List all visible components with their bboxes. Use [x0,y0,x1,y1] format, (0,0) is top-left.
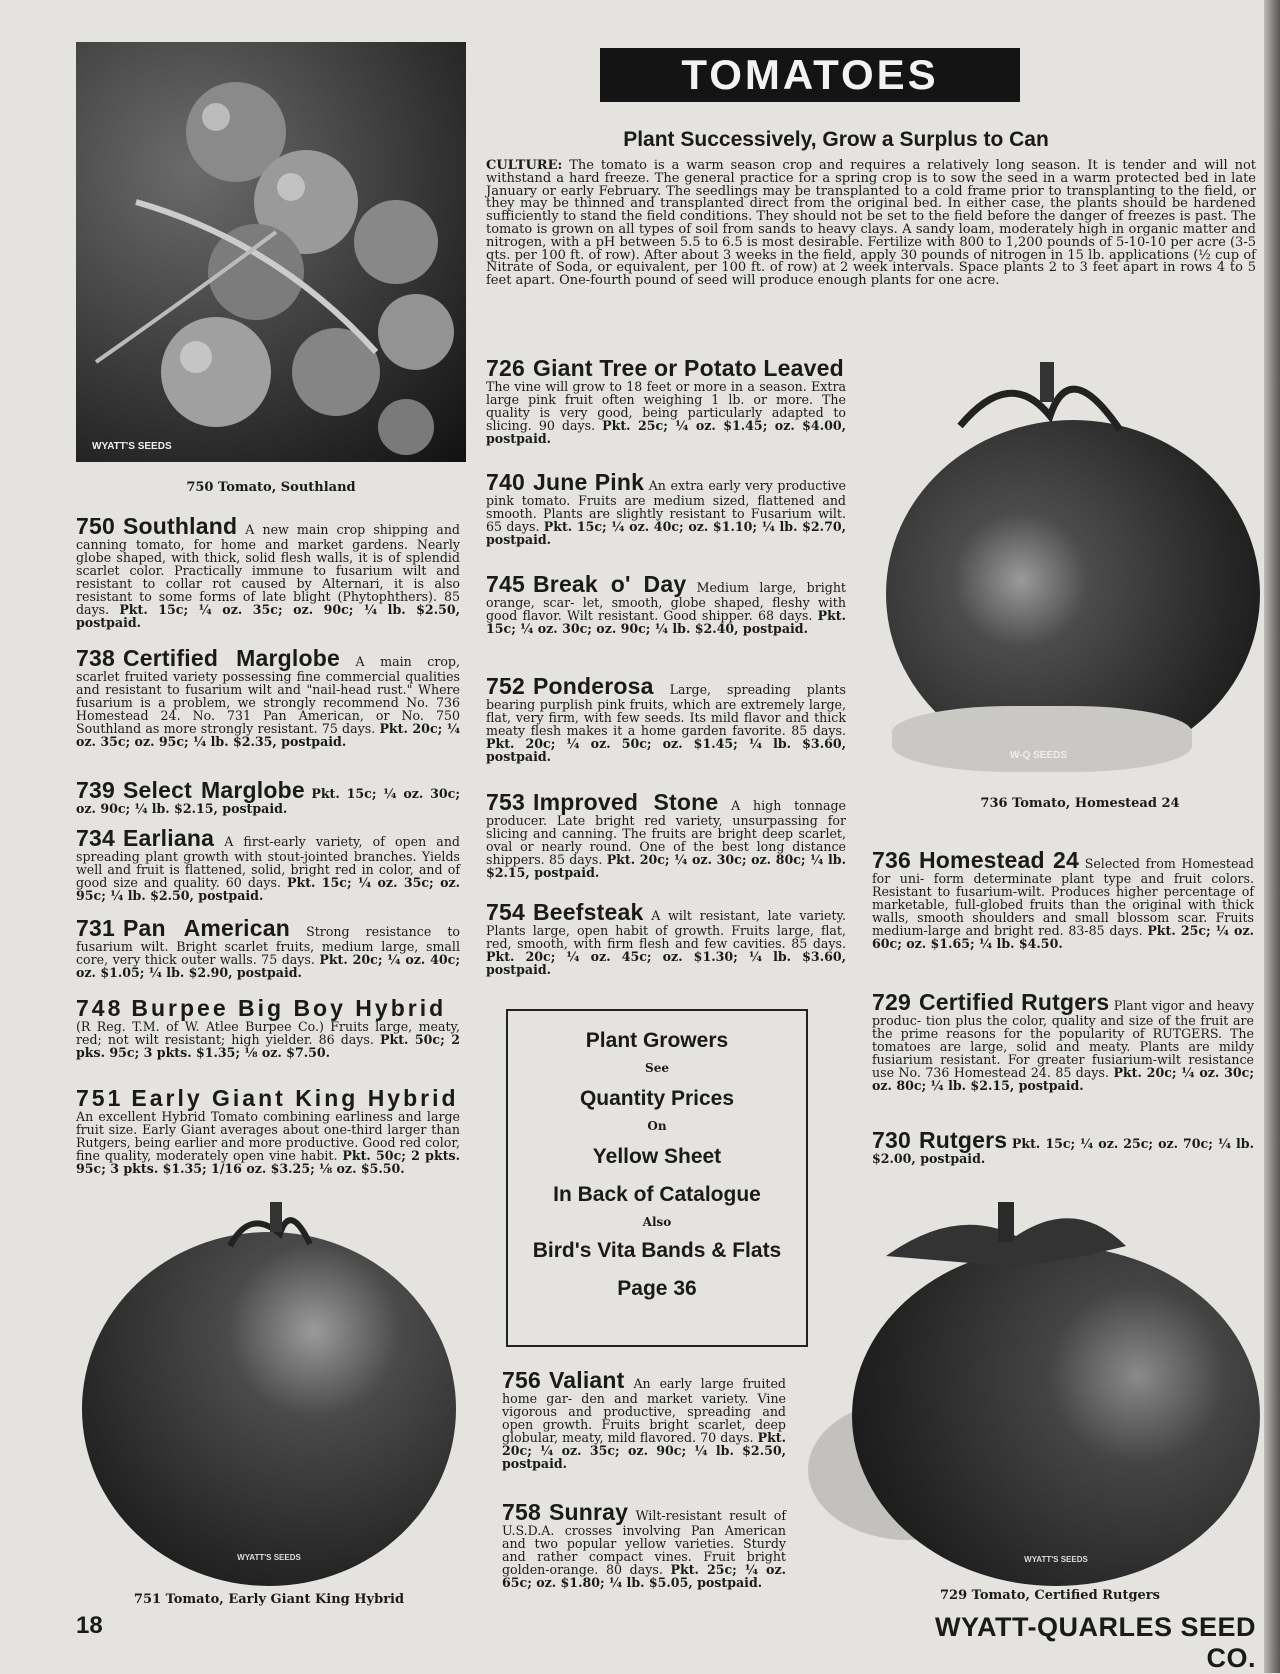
item-number: 734 [76,825,115,851]
item-price: Pkt. 50c; 2 pkts. 95c; 3 pkts. $1.35; 1/16 oz. $3.25; ⅛ oz. $5.50. [76,1148,460,1176]
item-name: Burpee Big Boy Hybrid [131,995,447,1021]
item-text: open habit of growth. Fruits large, flat, red, smooth, with firm flesh and few cavities. 85 days. [486,923,846,951]
entry-731 [76,916,460,979]
homestead-shadow [892,706,1192,772]
item-price: lb. $2.15, postpaid. [151,801,288,816]
entry-738 [76,646,460,748]
entry-753 [486,790,846,879]
item-name: Southland [122,513,238,539]
entry-739 [76,778,460,815]
item-name: Homestead 24 [918,847,1080,873]
item-lead: An early large fruited home gar- [502,1376,786,1406]
item-name: Early Giant King Hybrid [131,1085,459,1111]
item-name: Pan American [122,915,291,941]
item-number: 752 [486,673,525,699]
entry-756 [502,1368,786,1470]
item-number: 738 [76,645,115,671]
page-title: TOMATOES [681,51,939,98]
southland-photo [76,42,466,462]
item-lead: Selected from Homestead for uni- [872,856,1254,886]
culture-text: The tomato is a warm season crop and requires a relatively long season. It is tender and will not withstand a hard freeze. The general practice for a spring crop is to sow the seed in a warm protected bed in late January or early February. The seedlings may be transplanted to a cold frame prior to transplanting to the field, or they may be thinned and transplanted direct from the original bed. In either case, the plants should be hardened sufficiently to stand the field conditions. They should not be set to the field before the danger of freezes is past. The tomato is grown on all types of soil from sands to heavy clays. A sandy loam, moderately high in organic matter and nitrogen, with a pH between 5.5 to 6.5 is most desirable. Fertilize with 800 to 1,200 pounds of 5-10-10 per acre (3-5 qts. per 100 ft. of row). After about 3 weeks in the field, apply 30 pounds of nitrogen in 15 lb. applications (½ cup of Nitrate of Soda, or equivalent, per 100 ft. of row) at 2 week intervals. Space plants 2 to 3 feet apart in rows 4 to 5 feet apart. One-fourth pound of seed will produce enough plants for one acre. [486,158,1256,289]
promo-line-5: Yellow Sheet [592,1145,722,1168]
item-price: Pkt. 20c; ¼ oz. 35c; oz. 95c; ¼ lb. $2.35, postpaid. [76,721,460,749]
caption-rutgers: 729 Tomato, Certified Rutgers [940,1588,1160,1603]
item-price: Pkt. 15c; ¼ oz. 35c; oz. 90c; ¼ lb. $2.50, postpaid. [76,602,460,630]
entry-730 [872,1128,1254,1165]
item-price: Pkt. 50c; 2 pks. 95c; 3 pkts. $1.35; ⅛ oz. $7.50. [76,1032,461,1060]
item-price: Pkt. 25c; ¼ oz. 60c; oz. $1.65; ¼ lb. $4.50. [872,923,1254,951]
item-lead: Wilt-resistant result of U.S.D.A. [502,1508,786,1538]
item-name: Break o' Day [532,571,687,597]
item-price: Pkt. 20c; ¼ oz. 50c; oz. $1.45; ¼ lb. $3.60, postpaid. [486,736,846,764]
company-name: WYATT-QUARLES SEED CO. [934,1612,1256,1673]
item-lead: Pkt. 15c; ¼ oz. 30c; oz. 90c; ¼ [76,786,460,816]
promo-line-1: Plant Growers [585,1029,729,1052]
item-text: with stout-jointed branches. Yields well and fruit is flattened, solid, bright red in color, and of good size and quality. 60 days. [76,849,460,890]
item-lead: An extra early very productive pink tomato. [486,478,846,508]
item-lead: Pkt. 15c; ¼ oz. 25c; oz. 70c; ¼ lb. $2.00, postpaid. [872,1136,1254,1166]
item-text: The vine will grow to 18 feet or more in a season. Extra large pink fruit often weighing 1 lb. or more. The quality is very good, being particularly adapted to slicing. 90 days. [486,379,846,433]
item-number: 754 [486,899,525,925]
item-number: 731 [76,915,115,941]
photo-stamp: WYATT'S SEEDS [92,441,172,452]
entry-758 [502,1500,786,1589]
entry-750 [76,514,460,629]
entry-751 [76,1086,460,1175]
item-name: Certified Rutgers [918,989,1110,1015]
item-price: Pkt. 20c; ¼ oz. 40c; oz. $1.05; ¼ lb. $2.90, postpaid. [76,952,460,980]
item-name: Certified Marglobe [122,645,341,671]
item-price: Pkt. 15c; ¼ oz. 40c; oz. $1.10; ¼ lb. $2.70, postpaid. [486,519,846,547]
caption-southland: 750 Tomato, Southland [186,480,356,495]
item-text: An excellent Hybrid Tomato combining earliness and large fruit size. Early Giant averages about one-third larger than Rutgers, being earlier and more productive. Good red color, fine quality, moderately open vine habit. [76,1109,460,1163]
item-name: Sunray [548,1499,629,1525]
item-number: 751 [76,1085,124,1111]
entry-748 [76,996,460,1059]
item-lead: A main crop, scarlet fruited [76,654,460,684]
item-text: tion plus the color, quality and size of the fruit are the prime reasons for the popularity of RUTGERS. The tomatoes are large, solid and meaty. Plants are mildy fusiarium resistant. For greater fusiarium-wilt resistance use No. 736 Homestead 24. 85 days. [872,1013,1254,1080]
item-price: Pkt. 20c; ¼ oz. 45c; oz. $1.30; ¼ lb. $3.60, postpaid. [486,949,846,977]
title-banner [600,48,1020,102]
item-lead: A wilt resistant, late variety. Plants large, [486,908,846,938]
page-edge-shadow [1264,0,1280,1673]
item-number: 745 [486,571,525,597]
item-text: (R Reg. T.M. of W. Atlee Burpee Co.) Fruits large, meaty, red; not wilt resistant; high yielder. 86 days. [76,1019,460,1047]
entry-754 [486,900,846,976]
item-lead: Large, spreading plants bearing purplish [486,682,846,712]
item-name: Giant Tree or Potato Leaved [532,355,844,381]
item-lead: A high tonnage producer. Late [486,798,846,828]
item-name: Rutgers [918,1127,1008,1153]
item-name: Ponderosa [532,673,654,699]
item-text: home and market gardens. Nearly globe shaped, with thick, solid flesh walls, it is of splendid scarlet color. Practically immune to fusarium wilt and resistant to collar rot caused by Alternari, it is also resistant to some forms of late blight (Phytophthers). 85 days. [76,537,460,617]
item-name: Improved Stone [532,789,719,815]
item-number: 750 [76,513,115,539]
item-name: Valiant [548,1367,625,1393]
item-number: 748 [76,995,124,1021]
item-number: 753 [486,789,525,815]
item-price: Pkt. 20c; ¼ oz. 30c; oz. 80c; ¼ lb. $2.15, postpaid. [872,1065,1254,1093]
photo-stamp: WYATT'S SEEDS [237,1553,301,1562]
page-subtitle: Plant Successively, Grow a Surplus to Can [623,128,1049,151]
item-text: form determinate plant type and fruit colors. Resistant to fusarium-wilt. Produces higher percentage of marketable, full-globed fruits than the original with thick walls, smooth shoulders and small blossom scar. Fruits medium-large and bright red. 83-85 days. [872,871,1254,938]
promo-line-7: Also [642,1215,672,1229]
culture-paragraph [486,160,1256,288]
item-lead: Medium large, bright orange, scar- [486,580,846,610]
promo-line-8: Bird's Vita Bands & Flats [532,1239,782,1262]
promo-line-9: Page 36 [617,1277,697,1300]
entry-736 [872,848,1254,950]
item-name: Select Marglobe [122,777,305,803]
item-text: pink fruits, which are extremely large, flat, very firm, with few seeds. Its mild flavor and thick meaty flesh makes it a home garden favorite. 85 days. [486,697,846,738]
item-name: Beefsteak [532,899,644,925]
item-number: 730 [872,1127,911,1153]
item-price: Pkt. 20c; ¼ oz. 35c; oz. 90c; ¼ lb. $2.50, postpaid. [502,1430,786,1471]
item-price: Pkt. 20c; ¼ oz. 30c; oz. 80c; ¼ lb. $2.15, postpaid. [486,852,846,880]
item-lead: A new main crop shipping and canning tomato, for [76,522,460,552]
item-text: den and market variety. Vine vigorous and productive, spreading and open growth. Fruits bright scarlet, deep globular, meaty, mild flavored. 70 days. [502,1391,787,1445]
leaf-stem-icon [876,1196,1136,1276]
tomato-cluster-illustration [76,42,466,462]
promo-line-3: Quantity Prices [579,1087,735,1110]
promo-line-6: In Back of Catalogue [553,1183,761,1206]
item-lead: A first-early variety, of open and spreading plant growth [76,834,460,864]
entry-740 [486,470,846,546]
entry-726 [486,356,846,445]
item-lead: Strong resistance to fusarium wilt. Bright [76,924,460,954]
item-text: bright red variety, unsurpassing for slicing and canning. The fruits are bright deep scarlet, oval or nearly round. One of the best long distance shippers. 85 days. [486,813,846,867]
entry-729 [872,990,1254,1092]
item-text: Fruits are medium sized, flattened and smooth. Plants are slightly resistant to Fusarium wilt. 65 days. [486,493,846,534]
promo-line-2: See [645,1061,669,1075]
quantity-prices-box [506,1009,808,1347]
item-number: 758 [502,1499,541,1525]
item-name: June Pink [532,469,645,495]
entry-734 [76,826,460,902]
item-number: 756 [502,1367,541,1393]
entry-745 [486,572,846,635]
item-text: crosses involving Pan American and two popular yellow varieties. Sturdy and rather compact vines. Fruit bright golden-orange. 80 days. [502,1523,786,1577]
caption-homestead: 736 Tomato, Homestead 24 [980,796,1180,811]
item-text: let, smooth, globe shaped, fleshy with good flavor. Wilt resistant. Good shipper. 68 days. [486,595,846,623]
item-name: Earliana [122,825,215,851]
item-number: 726 [486,355,525,381]
caption-early-giant: 751 Tomato, Early Giant King Hybrid [133,1592,405,1607]
early-giant-photo [82,1232,456,1586]
item-price: Pkt. 15c; ¼ oz. 35c; oz. 95c; ¼ lb. $2.50, postpaid. [76,875,461,903]
culture-label: CULTURE: [486,158,563,173]
stem-icon [940,356,1160,436]
item-text: scarlet fruits, medium large, small core, very thick outer walls. 75 days. [76,939,460,967]
page-number: 18 [76,1612,103,1639]
item-price: Pkt. 25c; ¼ oz. 65c; oz. $1.80; ¼ lb. $5.05, postpaid. [502,1562,786,1590]
item-lead: Plant vigor and heavy produc- [872,998,1254,1028]
entry-752 [486,674,846,763]
photo-stamp: W-Q SEEDS [1010,750,1068,761]
promo-line-4: On [647,1119,667,1133]
item-price: Pkt. 15c; ¼ oz. 30c; oz. 90c; ¼ lb. $2.40, postpaid. [486,608,847,636]
item-number: 729 [872,989,911,1015]
item-number: 740 [486,469,525,495]
item-text: variety possessing fine commercial qualities and resistant to fusarium wilt and "nail-head rust." Where fusarium is a problem, we strongly recommend No. 736 Homestead 24. No. 731 Pan American, or No. 750 Southland as more strongly resistant. 75 days. [76,669,460,736]
rutgers-photo [852,1246,1260,1586]
photo-stamp: WYATT'S SEEDS [1024,1555,1088,1564]
item-price: Pkt. 25c; ¼ oz. $1.45; oz. $4.00, postpaid. [486,418,846,446]
item-number: 736 [872,847,911,873]
stem-icon [210,1198,330,1248]
item-number: 739 [76,777,115,803]
